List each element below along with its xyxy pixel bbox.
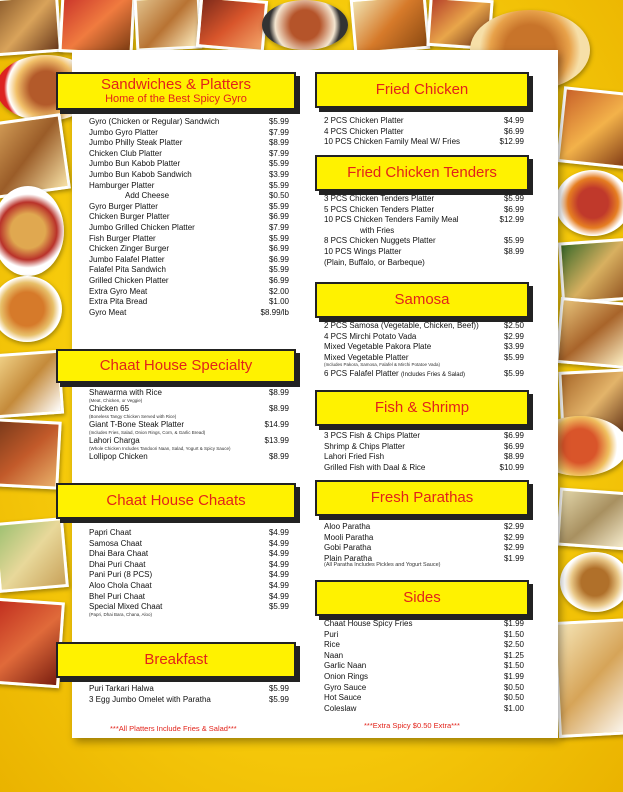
menu-item: Lahori Charga $13.99 (89, 436, 289, 446)
menu-item: Papri Chaat $4.99 (89, 528, 289, 537)
food-photo (196, 0, 268, 53)
menu-item: Chicken Club Platter $7.99 (89, 148, 289, 158)
menu-item: Pani Puri (8 PCS) $4.99 (89, 570, 289, 580)
menu-item: 10 PCS Wings Platter $8.99 (324, 246, 524, 256)
menu-item: Chicken Zinger Burger $6.99 (89, 244, 289, 254)
food-photo (0, 0, 62, 56)
menu-item: Plain Paratha $1.99 (324, 553, 524, 563)
samosa-list (324, 321, 524, 380)
menu-item: Special Mixed Chaat $5.99 (89, 602, 289, 612)
menu-item: (Plain, Buffalo, or Barbeque) (324, 257, 425, 267)
item-description: (Includes Fries, Salad, Onion Rings, Corn, & Garlic Bread) (89, 429, 206, 435)
menu-item: 3 PCS Chicken Tenders Platter $5.99 (324, 194, 524, 203)
menu-item: Dhai Puri Chaat $4.99 (89, 559, 289, 569)
menu-item: 4 PCS Mirchi Potato Vada $2.99 (324, 331, 524, 341)
menu-item: 8 PCS Chicken Nuggets Platter $5.99 (324, 236, 524, 246)
menu-item: Bhel Puri Chaat $4.99 (89, 591, 289, 601)
menu-item: Chicken 65 $8.99 (89, 404, 289, 414)
menu-item: 2 PCS Samosa (Vegetable, Chicken, Beef)) $2.50 (324, 321, 524, 330)
section-title: Chaat House Chaats (106, 492, 246, 509)
banner-chaat-specialty (56, 349, 296, 383)
food-photo (134, 0, 203, 52)
food-photo (0, 517, 69, 593)
menu-item: Mixed Vegetable Platter $5.99 (324, 352, 524, 362)
menu-item: Mixed Vegetable Pakora Plate $3.99 (324, 342, 524, 352)
menu-item: 10 PCS Chicken Family Meal W/ Fries $12.99 (324, 137, 524, 147)
food-photo (556, 86, 623, 170)
menu-item: Aloo Paratha $2.99 (324, 522, 524, 531)
menu-item: Jumbo Philly Steak Platter $8.99 (89, 138, 289, 148)
sides-list (324, 619, 524, 714)
section-title: Breakfast (144, 651, 208, 668)
food-plate (0, 276, 62, 342)
tenders-list (324, 194, 524, 268)
menu-item: Extra Gyro Meat $2.00 (89, 286, 289, 296)
food-photo (558, 237, 623, 304)
chaat-specialty-list (89, 388, 289, 463)
menu-item: Grilled Chicken Platter $6.99 (89, 275, 289, 285)
item-description: (Whole Chicken Includes Tandoori Naan, Salad, Yogurt & Spicy Sauce) (89, 445, 231, 451)
menu-item: 3 PCS Fish & Chips Platter $6.99 (324, 431, 524, 440)
banner-chaats (56, 483, 296, 519)
platters-note: ***All Platters Include Fries & Salad*** (110, 724, 237, 733)
menu-item: Garlic Naan $1.50 (324, 661, 524, 671)
menu-item: 5 PCS Chicken Tenders Platter $6.99 (324, 204, 524, 214)
banner-tenders (315, 155, 529, 191)
menu-item: Gyro Burger Platter $5.99 (89, 201, 289, 211)
menu-item: Jumbo Bun Kabob Platter $5.99 (89, 159, 289, 169)
food-photo (555, 297, 623, 369)
food-photo (0, 418, 62, 489)
menu-item: Puri $1.50 (324, 629, 524, 639)
item-description: (Papri, Dhai Bara, Chana, Aloo) (89, 611, 153, 617)
section-title: Chaat House Specialty (99, 357, 253, 374)
menu-item: 2 PCS Chicken Platter $4.99 (324, 116, 524, 125)
menu-item: Extra Pita Bread $1.00 (89, 297, 289, 307)
menu-item: Gobi Paratha $2.99 (324, 543, 524, 553)
menu-item: Grilled Fish with Daal & Rice $10.99 (324, 462, 524, 472)
item-description: (All Paratha Includes Pickles and Yogurt Sauce) (324, 562, 441, 569)
banner-samosa (315, 282, 529, 318)
banner-fish (315, 390, 529, 426)
menu-item: Gyro (Chicken or Regular) Sandwich $5.99 (89, 117, 289, 126)
menu-item: Hamburger Platter $5.99 (89, 180, 289, 190)
menu-item: Jumbo Bun Kabob Sandwich $3.99 (89, 169, 289, 179)
food-plate (555, 170, 623, 236)
menu-item: Jumbo Falafel Platter $6.99 (89, 254, 289, 264)
parathas-list (324, 522, 524, 570)
menu-item: Dhai Bara Chaat $4.99 (89, 549, 289, 559)
menu-item: Samosa Chaat $4.99 (89, 538, 289, 548)
fish-list (324, 431, 524, 473)
banner-breakfast (56, 642, 296, 678)
menu-item: Lahori Fried Fish $8.99 (324, 452, 524, 462)
menu-item: Gyro Sauce $0.50 (324, 682, 524, 692)
section-title: Sides (403, 589, 441, 606)
menu-item: Giant T-Bone Steak Platter $14.99 (89, 420, 289, 430)
menu-item: Puri Tarkari Halwa $5.99 (89, 684, 289, 693)
menu-item: Jumbo Grilled Chicken Platter $7.99 (89, 222, 289, 232)
food-photo (556, 488, 623, 551)
menu-item: Falafel Pita Sandwich $5.99 (89, 265, 289, 275)
food-plate (0, 186, 64, 276)
menu-item: Aloo Chola Chaat $4.99 (89, 580, 289, 590)
menu-item: 10 PCS Chicken Tenders Family Meal $12.99 (324, 215, 524, 225)
menu-item: Shawarma with Rice $8.99 (89, 388, 289, 397)
menu-item: Jumbo Gyro Platter $7.99 (89, 127, 289, 137)
food-photo (350, 0, 431, 55)
menu-item: Shrimp & Chips Platter $6.99 (324, 441, 524, 451)
food-photo (0, 350, 64, 419)
menu-item: Lollipop Chicken $8.99 (89, 452, 289, 462)
extra-spicy-note: ***Extra Spicy $0.50 Extra*** (364, 721, 460, 730)
food-photo (553, 618, 623, 738)
section-title: Fresh Parathas (370, 489, 474, 506)
breakfast-list (89, 684, 289, 705)
food-photo (58, 0, 135, 56)
section-title: Samosa (394, 291, 450, 308)
banner-fried-chicken (315, 72, 529, 108)
sandwiches-list (89, 117, 289, 318)
menu-item: Chaat House Spicy Fries $1.99 (324, 619, 524, 628)
menu-item: Naan $1.25 (324, 650, 524, 660)
banner-parathas (315, 480, 529, 516)
section-title: Fried Chicken (375, 81, 469, 98)
food-plate (262, 0, 348, 50)
menu-item: Onion Rings $1.99 (324, 671, 524, 681)
menu-item: 4 PCS Chicken Platter $6.99 (324, 126, 524, 136)
menu-item: Rice $2.50 (324, 640, 524, 650)
chaats-list (89, 528, 289, 618)
section-title: Fried Chicken Tenders (347, 164, 497, 181)
menu-item: Add Cheese $0.50 (125, 191, 289, 201)
section-title: Sandwiches & Platters (100, 76, 252, 93)
item-description: (Includes Pakora, Samosa, Falafel & Mirchi Potatoe Vada) (324, 362, 440, 368)
menu-item: Mooli Paratha $2.99 (324, 532, 524, 542)
menu-item: 6 PCS Falafel Platter (Includes Fries & Salad) $5.99 (324, 368, 524, 378)
banner-sandwiches (56, 72, 296, 110)
item-description: (Meat, Chicken, or Veggie) (89, 397, 143, 403)
section-title: Fish & Shrimp (374, 399, 470, 416)
menu-item: Hot Sauce $0.50 (324, 693, 524, 703)
item-description: (Boneless Tangy Chicken Served with Rice) (89, 413, 177, 419)
menu-item: 3 Egg Jumbo Omelet with Paratha $5.99 (89, 694, 289, 704)
menu-item: with Fries (360, 225, 395, 235)
menu-item: Coleslaw $1.00 (324, 703, 524, 713)
menu-item: Fish Burger Platter $5.99 (89, 233, 289, 243)
banner-sides (315, 580, 529, 616)
menu-item: Chicken Burger Platter $6.99 (89, 212, 289, 222)
menu-item: Gyro Meat $8.99/lb (89, 307, 289, 317)
fried-chicken-list (324, 116, 524, 148)
section-subtitle: Home of the Best Spicy Gyro (105, 93, 247, 105)
food-plate (560, 552, 623, 612)
